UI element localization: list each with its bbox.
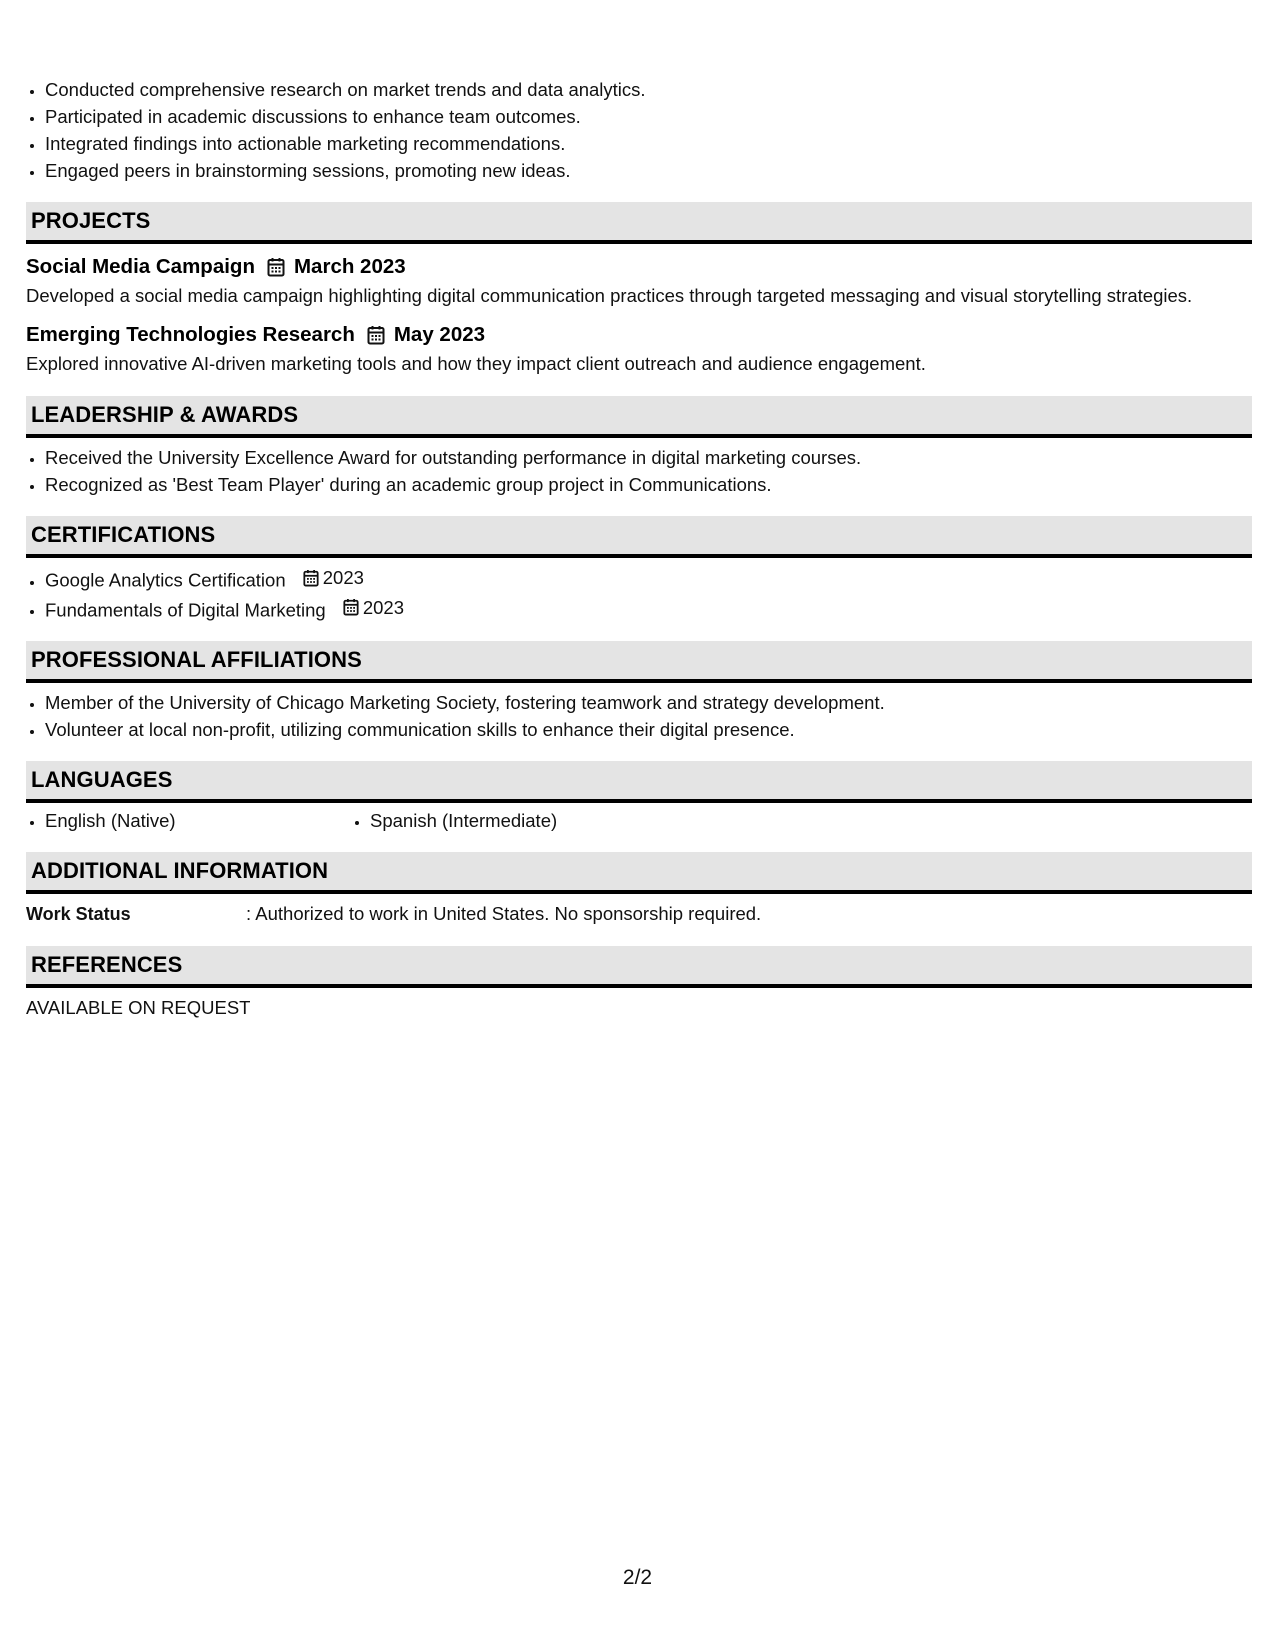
additional-info-header — [26, 852, 1252, 894]
section-title: CERTIFICATIONS — [31, 522, 216, 547]
languages-header — [26, 761, 1252, 803]
certification-item — [45, 564, 1252, 594]
project-date-text: March 2023 — [293, 255, 406, 278]
section-title: LANGUAGES — [31, 767, 173, 792]
project-title: Emerging Technologies Research — [26, 323, 355, 346]
project-date-text: May 2023 — [393, 323, 486, 346]
leadership-item: • Received the University Excellence Award for outstanding performance in digital marketing courses. — [45, 444, 1252, 471]
affiliations-list — [26, 689, 1252, 743]
certification-name: Google Analytics Certification — [45, 569, 286, 591]
leadership-header — [26, 396, 1252, 438]
experience-bullets — [26, 76, 1252, 184]
section-title: LEADERSHIP & AWARDS — [31, 402, 299, 427]
certifications-list — [26, 564, 1252, 623]
certification-item — [45, 594, 1252, 624]
section-title: REFERENCES — [31, 952, 183, 977]
calendar-icon — [267, 257, 285, 277]
work-status-label: Work Status — [26, 904, 131, 924]
project-title-row — [26, 320, 1252, 350]
language-item: • English (Native) — [45, 807, 351, 834]
experience-bullet: • Engaged peers in brainstorming sessions, promoting new ideas. — [45, 157, 1252, 184]
certification-year: 2023 — [362, 596, 405, 618]
calendar-icon — [367, 325, 385, 345]
section-title: PROFESSIONAL AFFILIATIONS — [31, 647, 362, 672]
experience-bullet: • Integrated findings into actionable marketing recommendations. — [45, 130, 1252, 157]
affiliation-item: • Member of the University of Chicago Marketing Society, fostering teamwork and strategy development. — [45, 689, 1252, 716]
project-date — [267, 255, 406, 279]
certification-name: Fundamentals of Digital Marketing — [45, 599, 326, 620]
project-description: Explored innovative AI-driven marketing tools and how they impact client outreach and audience engagement. — [26, 353, 926, 374]
certification-date — [343, 594, 404, 621]
affiliation-item: • Volunteer at local non-profit, utilizing communication skills to enhance their digital presence. — [45, 716, 1252, 743]
work-status-value: : Authorized to work in United States. No sponsorship required. — [246, 903, 762, 924]
language-column — [351, 807, 676, 834]
certifications-header — [26, 516, 1252, 558]
section-title: ADDITIONAL INFORMATION — [31, 858, 329, 883]
section-title: PROJECTS — [31, 208, 151, 233]
language-item: • Spanish (Intermediate) — [370, 807, 676, 834]
references-header — [26, 946, 1252, 988]
project-title-row — [26, 252, 1252, 282]
experience-bullet: • Conducted comprehensive research on market trends and data analytics. — [45, 76, 1252, 103]
page-number: 2/2 — [622, 1566, 653, 1589]
resume-page — [26, 76, 1252, 1022]
work-status-row — [26, 900, 1252, 928]
certification-year: 2023 — [322, 567, 364, 588]
leadership-item: • Recognized as 'Best Team Player' during an academic group project in Communications. — [45, 471, 1252, 498]
experience-bullet: • Participated in academic discussions to enhance team outcomes. — [45, 103, 1252, 130]
project-date — [367, 323, 485, 347]
references-text: AVAILABLE ON REQUEST — [26, 997, 251, 1018]
leadership-list — [26, 444, 1252, 498]
certification-date — [303, 564, 364, 591]
calendar-icon — [303, 569, 319, 587]
calendar-icon — [343, 598, 359, 616]
language-column — [26, 807, 351, 834]
languages-list — [26, 807, 1252, 834]
projects-header — [26, 202, 1252, 244]
affiliations-header — [26, 641, 1252, 683]
project-description: Developed a social media campaign highlighting digital communication practices through targeted messaging and visual storytelling strategies. — [26, 285, 1193, 306]
project-title: Social Media Campaign — [26, 255, 255, 278]
